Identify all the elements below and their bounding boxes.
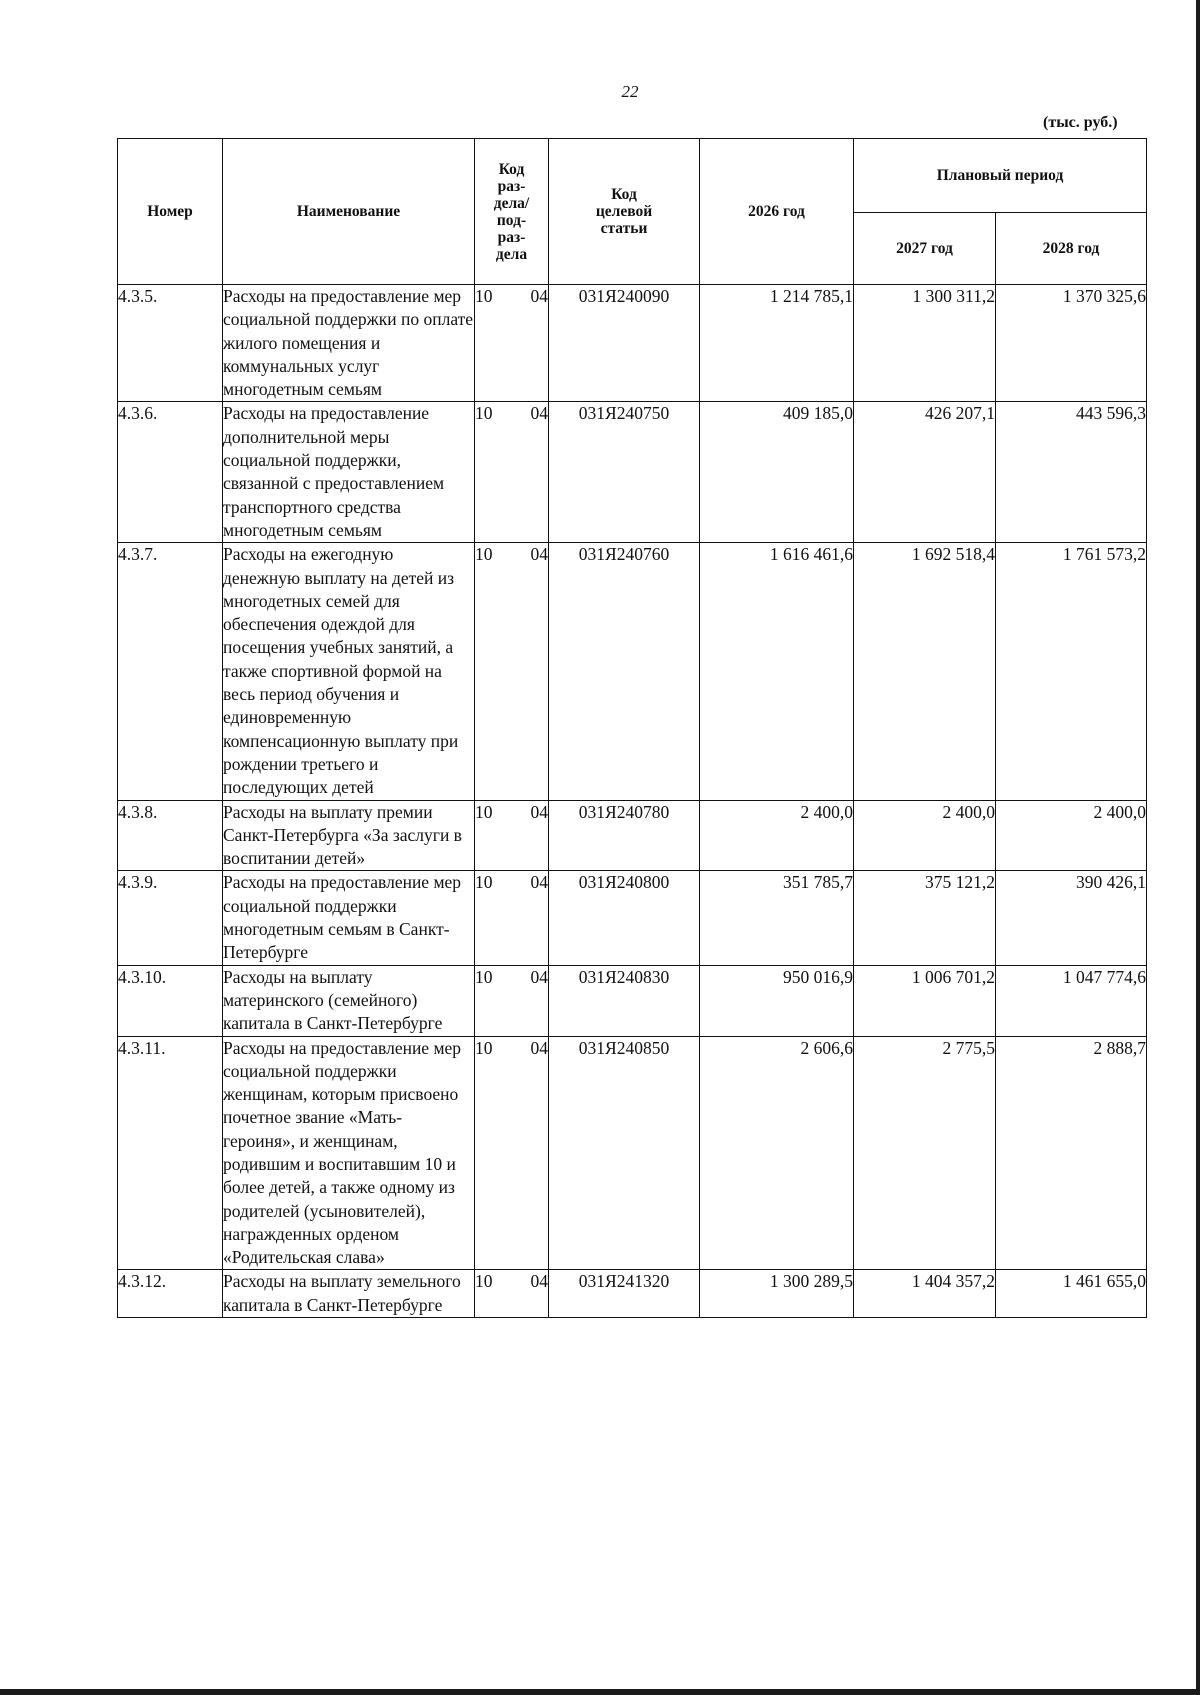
row-target-code: 031Я241320 [549,1270,700,1318]
header-target-code-line: статьи [600,220,648,237]
table-row [118,1270,1147,1318]
row-target-code: 031Я240830 [549,965,700,1036]
header-target-code [549,139,700,285]
row-number: 4.3.6. [118,402,223,543]
row-section: 10 [475,1270,513,1318]
row-number: 4.3.10. [118,965,223,1036]
row-amount-2027: 1 692 518,4 [854,543,996,800]
row-amount-2027: 375 121,2 [854,871,996,965]
row-subsection: 04 [513,285,549,402]
row-amount-2027: 1 404 357,2 [854,1270,996,1318]
row-amount-2026: 2 400,0 [700,800,854,871]
row-name: Расходы на предоставление мер социальной поддержки женщинам, которым присвоено почетное звание «Мать-героиня», и женщинам, родившим и воспитавшим 10 и более детей, а также одному из родителей (усыновителей), награжденных орденом «Родительская слава» [223,1036,475,1270]
row-amount-2026: 2 606,6 [700,1036,854,1270]
header-target-code-line: Код [611,186,637,203]
page-number: 22 [621,82,639,101]
row-amount-2028: 1 370 325,6 [996,285,1147,402]
table-row [118,871,1147,965]
row-target-code: 031Я240780 [549,800,700,871]
row-amount-2027: 426 207,1 [854,402,996,543]
header-row-top [118,139,1147,213]
row-name: Расходы на предоставление дополнительной меры социальной поддержки, связанной с предоставлением транспортного средства многодетным семьям [223,402,475,543]
header-section-code-line: раз- [497,177,526,195]
row-section: 10 [475,800,513,871]
row-target-code: 031Я240850 [549,1036,700,1270]
header-section-code-line: дела [495,245,528,263]
row-amount-2027: 1 300 311,2 [854,285,996,402]
row-subsection: 04 [513,1270,549,1318]
row-amount-2027: 2 400,0 [854,800,996,871]
row-section: 10 [475,871,513,965]
row-amount-2027: 1 006 701,2 [854,965,996,1036]
row-name: Расходы на выплату материнского (семейного) капитала в Санкт-Петербурге [223,965,475,1036]
header-year-2027: 2027 год [854,213,996,285]
row-amount-2028: 390 426,1 [996,871,1147,965]
row-amount-2026: 351 785,7 [700,871,854,965]
row-subsection: 04 [513,1036,549,1270]
row-name: Расходы на ежегодную денежную выплату на детей из многодетных семей для обеспечения одеждой для посещения учебных занятий, а также спортивной формой на весь период обучения и единовременную компенсационную выплату при рождении третьего и последующих детей [223,543,475,800]
table-row [118,285,1147,402]
row-subsection: 04 [513,871,549,965]
row-target-code: 031Я240090 [549,285,700,402]
header-year-2026: 2026 год [700,139,854,285]
table-row [118,402,1147,543]
header-planned-period: Плановый период [854,139,1147,213]
table-row [118,965,1147,1036]
row-amount-2026: 1 214 785,1 [700,285,854,402]
row-name: Расходы на предоставление мер социальной поддержки многодетным семьям в Санкт-Петербурге [223,871,475,965]
budget-table [117,138,1147,1318]
row-section: 10 [475,543,513,800]
row-section: 10 [475,285,513,402]
row-name: Расходы на выплату земельного капитала в Санкт-Петербурге [223,1270,475,1318]
header-section-code-line: под- [496,211,527,229]
row-amount-2026: 1 300 289,5 [700,1270,854,1318]
row-subsection: 04 [513,800,549,871]
table-row [118,1036,1147,1270]
row-amount-2028: 2 888,7 [996,1036,1147,1270]
row-name: Расходы на выплату премии Санкт-Петербурга «За заслуги в воспитании детей» [223,800,475,871]
row-name: Расходы на предоставление мер социальной поддержки по оплате жилого помещения и коммунальных услуг многодетным семьям [223,285,475,402]
row-amount-2028: 1 761 573,2 [996,543,1147,800]
row-target-code: 031Я240800 [549,871,700,965]
row-subsection: 04 [513,965,549,1036]
row-section: 10 [475,1036,513,1270]
row-subsection: 04 [513,543,549,800]
row-number: 4.3.7. [118,543,223,800]
header-section-code-line: Код [498,160,525,178]
row-number: 4.3.12. [118,1270,223,1318]
scan-edge-right [1196,0,1200,1695]
scan-edge-bottom [0,1689,1200,1695]
row-section: 10 [475,402,513,543]
row-amount-2026: 1 616 461,6 [700,543,854,800]
row-amount-2028: 1 047 774,6 [996,965,1147,1036]
row-number: 4.3.9. [118,871,223,965]
row-amount-2028: 1 461 655,0 [996,1270,1147,1318]
table-row [118,543,1147,800]
header-year-2028: 2028 год [996,213,1147,285]
header-section-code-line: раз- [497,228,526,246]
header-target-code-line: целевой [595,203,653,220]
row-number: 4.3.11. [118,1036,223,1270]
row-section: 10 [475,965,513,1036]
row-amount-2028: 2 400,0 [996,800,1147,871]
row-number: 4.3.5. [118,285,223,402]
row-amount-2028: 443 596,3 [996,402,1147,543]
header-section-code [475,139,549,285]
header-number: Номер [118,139,223,285]
header-name: Наименование [223,139,475,285]
table-row [118,800,1147,871]
row-amount-2027: 2 775,5 [854,1036,996,1270]
row-target-code: 031Я240750 [549,402,700,543]
row-subsection: 04 [513,402,549,543]
row-target-code: 031Я240760 [549,543,700,800]
row-amount-2026: 409 185,0 [700,402,854,543]
row-number: 4.3.8. [118,800,223,871]
header-section-code-line: дела/ [493,194,530,212]
units-note: (тыс. руб.) [1043,114,1118,131]
row-amount-2026: 950 016,9 [700,965,854,1036]
